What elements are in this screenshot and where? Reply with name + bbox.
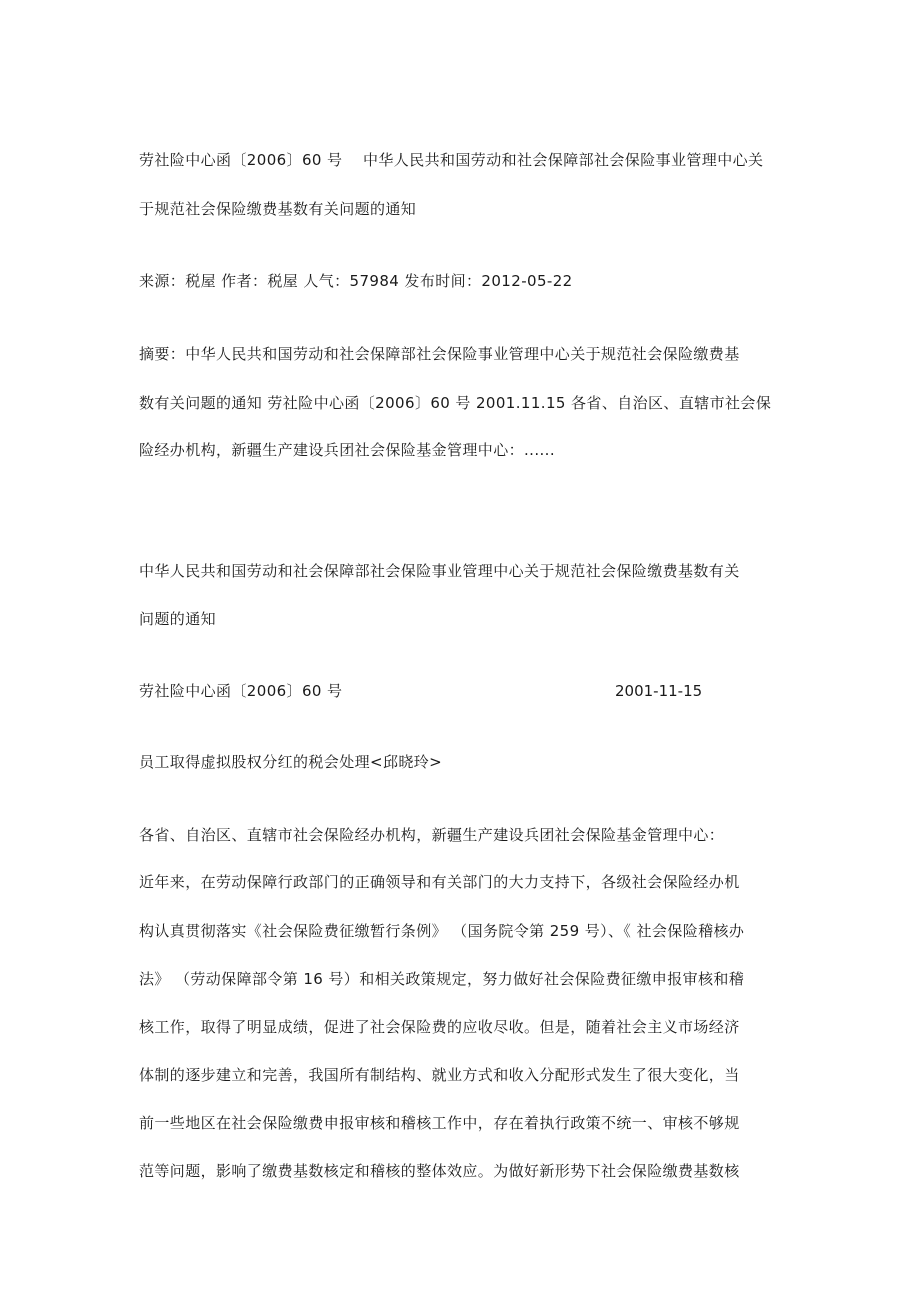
abstract-line-3: 险经办机构，新疆生产建设兵团社会保险基金管理中心：...... (139, 441, 556, 459)
body-line: 前一些地区在社会保险缴费申报审核和稽核工作中，存在着执行政策不统一、审核不够规 (139, 1114, 740, 1132)
article-title-line-2: 问题的通知 (139, 610, 217, 628)
abstract-line-1: 摘要：中华人民共和国劳动和社会保障部社会保险事业管理中心关于规范社会保险缴费基 (139, 345, 740, 363)
header-title-line-2: 于规范社会保险缴费基数有关问题的通知 (139, 200, 417, 218)
salutation: 各省、自治区、直辖市社会保险经办机构，新疆生产建设兵团社会保险基金管理中心： (139, 826, 725, 844)
meta-line: 来源：税屋 作者：税屋 人气：57984 发布时间：2012-05-22 (139, 272, 573, 290)
inserted-link[interactable]: 员工取得虚拟股权分红的税会处理<邱晓玲> (139, 753, 443, 771)
body-line: 核工作，取得了明显成绩，促进了社会保险费的应收尽收。但是，随着社会主义市场经济 (139, 1018, 740, 1036)
abstract-line-2: 数有关问题的通知 劳社险中心函〔2006〕60 号 2001.11.15 各省、自治区、直辖市社会保 (139, 394, 772, 412)
article-title-line-1: 中华人民共和国劳动和社会保障部社会保险事业管理中心关于规范社会保险缴费基数有关 (139, 562, 740, 580)
body-line: 范等问题，影响了缴费基数核定和稽核的整体效应。为做好新形势下社会保险缴费基数核 (139, 1162, 740, 1180)
body-line: 构认真贯彻落实《社会保险费征缴暂行条例》 （国务院令第 259 号）、《 社会保险稽核办 (139, 922, 745, 940)
body-line: 体制的逐步建立和完善，我国所有制结构、就业方式和收入分配形式发生了很大变化，当 (139, 1066, 740, 1084)
body-line: 法》 （劳动保障部令第 16 号）和相关政策规定，努力做好社会保险费征缴申报审核和稽 (139, 970, 745, 988)
doc-date: 2001-11-15 (615, 682, 703, 700)
doc-number: 劳社险中心函〔2006〕60 号 (139, 682, 343, 700)
body-line: 近年来，在劳动保障行政部门的正确领导和有关部门的大力支持下，各级社会保险经办机 (139, 873, 740, 891)
header-title-line-1: 劳社险中心函〔2006〕60 号 中华人民共和国劳动和社会保障部社会保险事业管理中心关 (139, 151, 764, 169)
